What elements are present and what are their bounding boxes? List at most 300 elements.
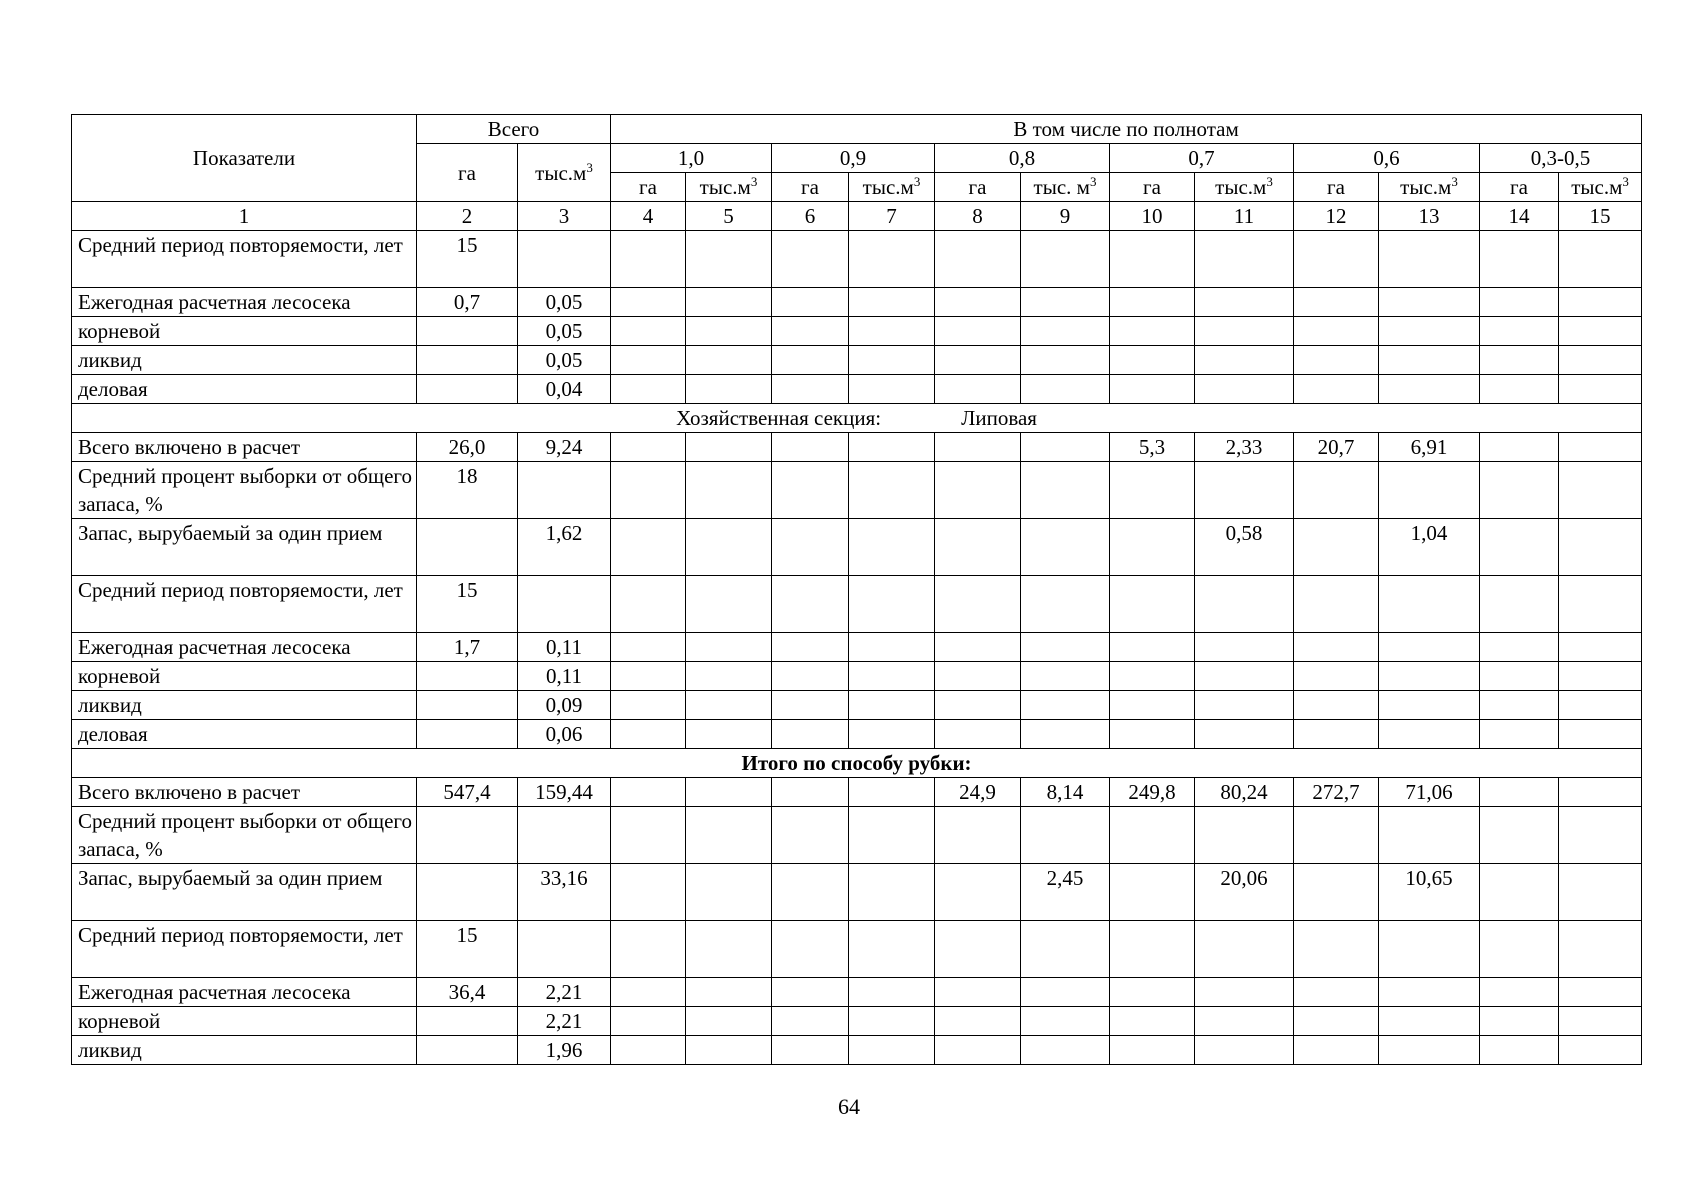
row-label: корневой — [72, 1007, 417, 1036]
data-cell — [1110, 1007, 1195, 1036]
data-cell: 547,4 — [417, 778, 518, 807]
data-cell — [417, 720, 518, 749]
data-cell — [772, 633, 849, 662]
column-number: 13 — [1379, 202, 1480, 231]
data-cell — [611, 231, 686, 288]
data-cell — [1480, 1036, 1559, 1065]
data-cell — [1021, 519, 1110, 576]
data-cell — [1294, 1007, 1379, 1036]
table-row — [72, 662, 1642, 691]
data-cell — [849, 921, 935, 978]
data-cell — [1110, 978, 1195, 1007]
column-number: 1 — [72, 202, 417, 231]
data-cell — [1294, 288, 1379, 317]
data-cell — [686, 807, 772, 864]
data-cell — [1110, 633, 1195, 662]
data-cell — [1021, 978, 1110, 1007]
row-label: Всего включено в расчет — [72, 433, 417, 462]
data-cell: 80,24 — [1195, 778, 1294, 807]
row-label: корневой — [72, 317, 417, 346]
table-row — [72, 433, 1642, 462]
data-cell — [417, 1036, 518, 1065]
data-cell — [1110, 346, 1195, 375]
data-cell — [935, 346, 1021, 375]
data-cell — [1021, 576, 1110, 633]
data-cell — [849, 864, 935, 921]
data-cell: 1,7 — [417, 633, 518, 662]
data-cell — [1379, 691, 1480, 720]
data-cell — [611, 864, 686, 921]
data-cell — [417, 1007, 518, 1036]
data-cell — [417, 375, 518, 404]
data-cell — [1110, 462, 1195, 519]
data-cell — [1480, 462, 1559, 519]
data-cell — [686, 1036, 772, 1065]
data-cell — [1379, 346, 1480, 375]
data-cell — [849, 231, 935, 288]
data-cell — [1110, 864, 1195, 921]
data-cell: 15 — [417, 576, 518, 633]
table-row — [72, 462, 1642, 519]
section-cell — [72, 404, 1642, 433]
data-cell — [686, 231, 772, 288]
header-ha: га — [611, 173, 686, 202]
column-numbers-row — [72, 202, 1642, 231]
data-cell — [772, 231, 849, 288]
data-cell: 0,7 — [417, 288, 518, 317]
data-cell: 5,3 — [1110, 433, 1195, 462]
row-label: ликвид — [72, 691, 417, 720]
table-row — [72, 633, 1642, 662]
data-cell — [611, 317, 686, 346]
data-cell — [686, 921, 772, 978]
data-cell — [1021, 633, 1110, 662]
header-indicators: Показатели — [72, 115, 417, 202]
data-cell — [417, 346, 518, 375]
data-cell — [1294, 633, 1379, 662]
data-cell — [1195, 691, 1294, 720]
data-cell — [417, 519, 518, 576]
data-cell — [611, 921, 686, 978]
data-cell — [1294, 691, 1379, 720]
data-cell — [1110, 921, 1195, 978]
total-heading: Итого по способу рубки: — [72, 749, 1642, 778]
data-cell: 15 — [417, 231, 518, 288]
data-cell — [1379, 662, 1480, 691]
data-cell: 0,11 — [518, 662, 611, 691]
data-cell — [849, 1036, 935, 1065]
data-cell — [417, 691, 518, 720]
row-label: Средний процент выборки от общего запаса, % — [72, 462, 417, 519]
data-cell — [1021, 1007, 1110, 1036]
data-cell — [1021, 921, 1110, 978]
data-cell — [611, 346, 686, 375]
table-row — [72, 1007, 1642, 1036]
data-cell — [1379, 1007, 1480, 1036]
data-cell: 9,24 — [518, 433, 611, 462]
data-cell — [686, 978, 772, 1007]
data-cell — [611, 288, 686, 317]
data-cell — [611, 807, 686, 864]
header-volume: $тыс.м^3$ — [1195, 173, 1294, 202]
data-cell — [935, 864, 1021, 921]
data-cell — [1480, 346, 1559, 375]
data-cell — [849, 288, 935, 317]
data-cell — [1195, 807, 1294, 864]
data-cell — [935, 519, 1021, 576]
data-cell: 24,9 — [935, 778, 1021, 807]
data-cell — [1195, 921, 1294, 978]
data-cell — [772, 662, 849, 691]
data-cell — [686, 1007, 772, 1036]
data-cell — [1480, 633, 1559, 662]
data-cell — [1195, 1007, 1294, 1036]
data-cell — [1110, 288, 1195, 317]
data-cell — [1480, 433, 1559, 462]
data-cell — [1559, 317, 1642, 346]
data-cell — [1021, 375, 1110, 404]
data-cell — [1294, 864, 1379, 921]
data-cell — [518, 921, 611, 978]
table-row — [72, 231, 1642, 288]
header-by-density: В том числе по полнотам — [611, 115, 1642, 144]
data-cell: 0,09 — [518, 691, 611, 720]
data-cell — [686, 462, 772, 519]
data-cell — [772, 375, 849, 404]
data-cell — [1379, 288, 1480, 317]
data-cell — [518, 462, 611, 519]
data-cell — [1480, 978, 1559, 1007]
data-cell — [686, 662, 772, 691]
row-label: Ежегодная расчетная лесосека — [72, 288, 417, 317]
data-cell — [935, 576, 1021, 633]
data-cell — [611, 519, 686, 576]
header-total: Всего — [417, 115, 611, 144]
data-cell — [1110, 576, 1195, 633]
data-cell — [1021, 462, 1110, 519]
data-cell — [935, 231, 1021, 288]
data-cell — [849, 1007, 935, 1036]
data-cell — [772, 1036, 849, 1065]
data-cell — [1559, 576, 1642, 633]
header-density-2: 0,9 — [772, 144, 935, 173]
data-cell — [1559, 231, 1642, 288]
total-heading-row — [72, 749, 1642, 778]
data-cell — [1559, 519, 1642, 576]
data-cell — [849, 346, 935, 375]
row-label: ликвид — [72, 346, 417, 375]
table-row — [72, 778, 1642, 807]
data-cell — [1195, 317, 1294, 346]
data-cell — [1294, 1036, 1379, 1065]
column-number: 4 — [611, 202, 686, 231]
data-cell — [849, 433, 935, 462]
data-cell — [1021, 433, 1110, 462]
data-cell — [935, 720, 1021, 749]
data-cell: 8,14 — [1021, 778, 1110, 807]
page-number: 64 — [838, 1094, 860, 1119]
data-cell — [611, 576, 686, 633]
data-cell — [611, 778, 686, 807]
data-cell — [611, 662, 686, 691]
data-cell — [417, 807, 518, 864]
data-cell — [1110, 720, 1195, 749]
section-label: Хозяйственная секция: — [676, 406, 882, 430]
column-number: 14 — [1480, 202, 1559, 231]
data-cell — [935, 921, 1021, 978]
data-cell — [935, 288, 1021, 317]
data-cell — [849, 778, 935, 807]
data-cell — [1480, 231, 1559, 288]
data-cell — [772, 778, 849, 807]
data-cell — [849, 633, 935, 662]
data-cell: 10,65 — [1379, 864, 1480, 921]
data-cell — [611, 978, 686, 1007]
data-cell — [849, 576, 935, 633]
data-cell: 2,33 — [1195, 433, 1294, 462]
data-cell — [1195, 633, 1294, 662]
data-cell — [686, 433, 772, 462]
data-cell — [686, 864, 772, 921]
header-ha: га — [1110, 173, 1195, 202]
data-cell: 272,7 — [1294, 778, 1379, 807]
data-cell — [611, 691, 686, 720]
data-cell — [772, 1007, 849, 1036]
data-cell: 33,16 — [518, 864, 611, 921]
data-cell — [849, 807, 935, 864]
row-label: деловая — [72, 720, 417, 749]
data-cell — [1294, 346, 1379, 375]
data-cell — [1379, 978, 1480, 1007]
data-cell — [611, 433, 686, 462]
data-cell — [1480, 519, 1559, 576]
data-cell — [611, 462, 686, 519]
data-cell — [1379, 462, 1480, 519]
data-cell — [417, 317, 518, 346]
header-row-1 — [72, 115, 1642, 144]
data-cell — [1480, 864, 1559, 921]
data-cell — [1195, 288, 1294, 317]
data-cell — [1559, 633, 1642, 662]
data-cell — [1379, 1036, 1480, 1065]
data-cell — [935, 317, 1021, 346]
header-volume: $тыс.м^3$ — [686, 173, 772, 202]
data-cell — [772, 462, 849, 519]
table-row — [72, 346, 1642, 375]
data-cell — [935, 1007, 1021, 1036]
data-cell — [1294, 317, 1379, 346]
data-cell: 0,04 — [518, 375, 611, 404]
data-cell — [772, 317, 849, 346]
data-cell — [1559, 375, 1642, 404]
data-cell — [1559, 691, 1642, 720]
data-cell: 0,05 — [518, 317, 611, 346]
data-cell — [686, 346, 772, 375]
data-cell — [1480, 1007, 1559, 1036]
data-cell — [1379, 375, 1480, 404]
data-cell — [1195, 462, 1294, 519]
data-cell: 0,58 — [1195, 519, 1294, 576]
data-cell — [1559, 288, 1642, 317]
row-label: Средний период повторяемости, лет — [72, 921, 417, 978]
data-cell — [611, 633, 686, 662]
data-cell — [849, 691, 935, 720]
data-cell: 1,96 — [518, 1036, 611, 1065]
row-label: ликвид — [72, 1036, 417, 1065]
data-cell — [1480, 662, 1559, 691]
row-label: Ежегодная расчетная лесосека — [72, 633, 417, 662]
data-cell — [1294, 807, 1379, 864]
table-row — [72, 375, 1642, 404]
data-cell — [1195, 231, 1294, 288]
data-cell — [1021, 346, 1110, 375]
data-cell — [1294, 375, 1379, 404]
forest-allocation-table — [71, 114, 1642, 1065]
data-cell — [1294, 978, 1379, 1007]
data-cell — [1379, 720, 1480, 749]
table-row — [72, 519, 1642, 576]
data-cell — [1110, 662, 1195, 691]
data-cell — [686, 576, 772, 633]
data-cell — [849, 462, 935, 519]
data-cell — [1559, 978, 1642, 1007]
data-cell: 36,4 — [417, 978, 518, 1007]
table-row — [72, 691, 1642, 720]
data-cell — [1559, 807, 1642, 864]
data-cell — [935, 662, 1021, 691]
data-cell: 249,8 — [1110, 778, 1195, 807]
table-row — [72, 807, 1642, 864]
data-cell — [1195, 1036, 1294, 1065]
data-cell — [935, 807, 1021, 864]
data-cell — [772, 921, 849, 978]
header-density-4: 0,7 — [1110, 144, 1294, 173]
column-number: 7 — [849, 202, 935, 231]
data-cell: 2,21 — [518, 978, 611, 1007]
data-cell: 0,05 — [518, 288, 611, 317]
data-cell — [1379, 807, 1480, 864]
data-cell — [849, 978, 935, 1007]
column-number: 12 — [1294, 202, 1379, 231]
header-total-volume: $тыс.м^3$ — [518, 144, 611, 202]
row-label: Средний процент выборки от общего запаса, % — [72, 807, 417, 864]
data-cell — [1021, 720, 1110, 749]
data-cell — [772, 864, 849, 921]
column-number: 3 — [518, 202, 611, 231]
data-cell — [611, 1007, 686, 1036]
section-value: Липовая — [961, 406, 1037, 430]
data-cell — [1559, 1007, 1642, 1036]
data-cell — [1559, 778, 1642, 807]
data-cell — [935, 691, 1021, 720]
data-cell — [1021, 317, 1110, 346]
data-cell: 26,0 — [417, 433, 518, 462]
data-cell — [1110, 1036, 1195, 1065]
data-cell — [772, 720, 849, 749]
data-cell — [772, 433, 849, 462]
data-cell — [1559, 864, 1642, 921]
table-row — [72, 978, 1642, 1007]
data-cell — [1021, 231, 1110, 288]
data-cell — [772, 807, 849, 864]
data-cell — [849, 375, 935, 404]
column-number: 10 — [1110, 202, 1195, 231]
data-cell — [1110, 317, 1195, 346]
header-total-ha: га — [417, 144, 518, 202]
row-label: Запас, вырубаемый за один прием — [72, 519, 417, 576]
header-volume: $тыс.м^3$ — [1559, 173, 1642, 202]
data-cell — [1480, 807, 1559, 864]
data-cell — [772, 978, 849, 1007]
table-row — [72, 1036, 1642, 1065]
column-number: 2 — [417, 202, 518, 231]
data-cell: 2,21 — [518, 1007, 611, 1036]
data-cell — [1559, 462, 1642, 519]
data-cell — [686, 519, 772, 576]
data-cell — [686, 317, 772, 346]
column-number: 11 — [1195, 202, 1294, 231]
row-label: Всего включено в расчет — [72, 778, 417, 807]
data-cell — [772, 519, 849, 576]
header-ha: га — [772, 173, 849, 202]
data-cell — [935, 433, 1021, 462]
header-density-6: 0,3-0,5 — [1480, 144, 1642, 173]
data-cell — [686, 778, 772, 807]
header-volume: $тыс.м^3$ — [849, 173, 935, 202]
data-cell — [1559, 346, 1642, 375]
header-ha: га — [1480, 173, 1559, 202]
data-cell — [1294, 921, 1379, 978]
data-cell — [849, 519, 935, 576]
data-cell — [1379, 576, 1480, 633]
data-cell — [1195, 346, 1294, 375]
data-cell — [1021, 807, 1110, 864]
data-cell — [935, 462, 1021, 519]
data-cell — [1110, 807, 1195, 864]
data-cell — [1110, 691, 1195, 720]
data-cell — [772, 346, 849, 375]
data-cell — [1559, 720, 1642, 749]
data-cell: 15 — [417, 921, 518, 978]
data-cell — [686, 375, 772, 404]
data-cell — [1021, 691, 1110, 720]
data-cell — [1195, 720, 1294, 749]
data-cell — [1195, 375, 1294, 404]
data-cell — [611, 720, 686, 749]
header-density-1: 1,0 — [611, 144, 772, 173]
data-cell — [1480, 317, 1559, 346]
data-cell — [1480, 576, 1559, 633]
data-cell — [1110, 231, 1195, 288]
data-cell — [772, 288, 849, 317]
data-cell — [611, 1036, 686, 1065]
data-cell — [686, 720, 772, 749]
data-cell — [1294, 662, 1379, 691]
data-cell — [1294, 576, 1379, 633]
data-cell — [686, 288, 772, 317]
data-cell — [1480, 288, 1559, 317]
data-cell — [1559, 921, 1642, 978]
data-cell — [1294, 231, 1379, 288]
data-cell — [1480, 778, 1559, 807]
row-label: Ежегодная расчетная лесосека — [72, 978, 417, 1007]
column-number: 6 — [772, 202, 849, 231]
table-row — [72, 288, 1642, 317]
data-cell: 0,06 — [518, 720, 611, 749]
data-cell: 2,45 — [1021, 864, 1110, 921]
data-cell: 6,91 — [1379, 433, 1480, 462]
data-cell — [935, 1036, 1021, 1065]
